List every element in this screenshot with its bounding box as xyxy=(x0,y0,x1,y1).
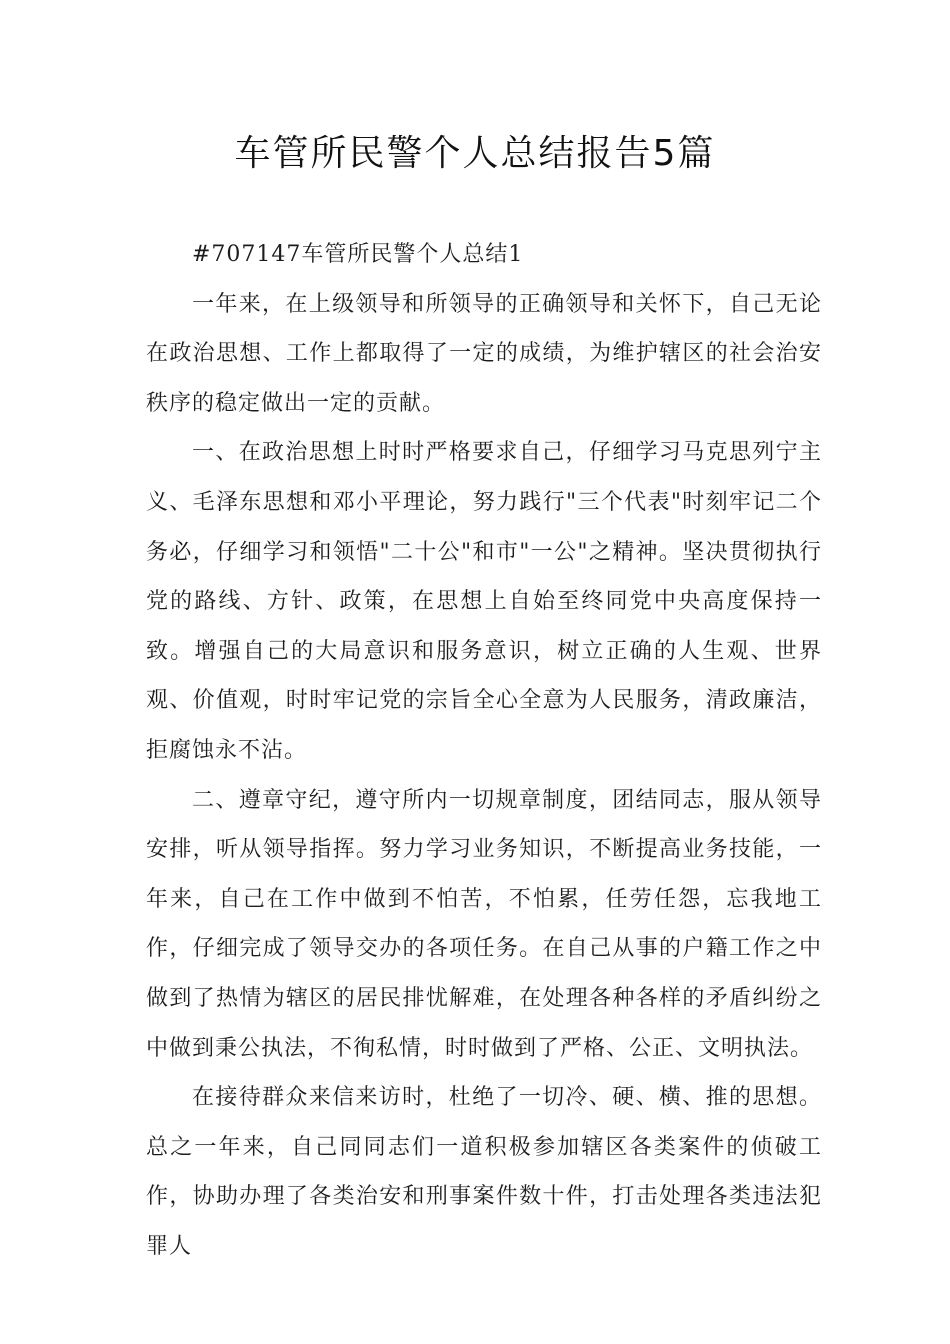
section-heading: #707147车管所民警个人总结1 xyxy=(192,242,524,267)
document-body xyxy=(146,230,822,1271)
paragraph-intro: 一年来，在上级领导和所领导的正确领导和关怀下，自己无论在政治思想、工作上都取得了一定的成绩，为维护辖区的社会治安秩序的稳定做出一定的贡献。 xyxy=(146,291,822,416)
paragraph-reception: 在接待群众来信来访时，杜绝了一切冷、硬、横、推的思想。总之一年来，自己同同志们一道积极参加辖区各类案件的侦破工作，协助办理了各类治安和刑事案件数十件，打击处理各类违法犯罪人 xyxy=(146,1085,822,1259)
paragraph-discipline: 二、遵章守纪，遵守所内一切规章制度，团结同志，服从领导安排，听从领导指挥。努力学习业务知识，不断提高业务技能，一年来，自己在工作中做到不怕苦，不怕累，任劳任怨，忘我地工作，仔细完成了领导交办的各项任务。在自己从事的户籍工作之中做到了热情为辖区的居民排忧解难，在处理各种各样的矛盾纠纷之中做到秉公执法，不徇私情，时时做到了严格、公正、文明执法。 xyxy=(146,787,822,1061)
document-title: 车管所民警个人总结报告5篇 xyxy=(234,133,716,174)
paragraph-political: 一、在政治思想上时时严格要求自己，仔细学习马克思列宁主义、毛泽东思想和邓小平理论，努力践行"三个代表"时刻牢记二个务必，仔细学习和领悟"二十公"和市"一公"之精神。坚决贯彻执行党的路线、方针、政策，在思想上自始至终同党中央高度保持一致。增强自己的大局意识和服务意识，树立正确的人生观、世界观、价值观，时时牢记党的宗旨全心全意为人民服务，清政廉洁，拒腐蚀永不沾。 xyxy=(146,440,822,763)
